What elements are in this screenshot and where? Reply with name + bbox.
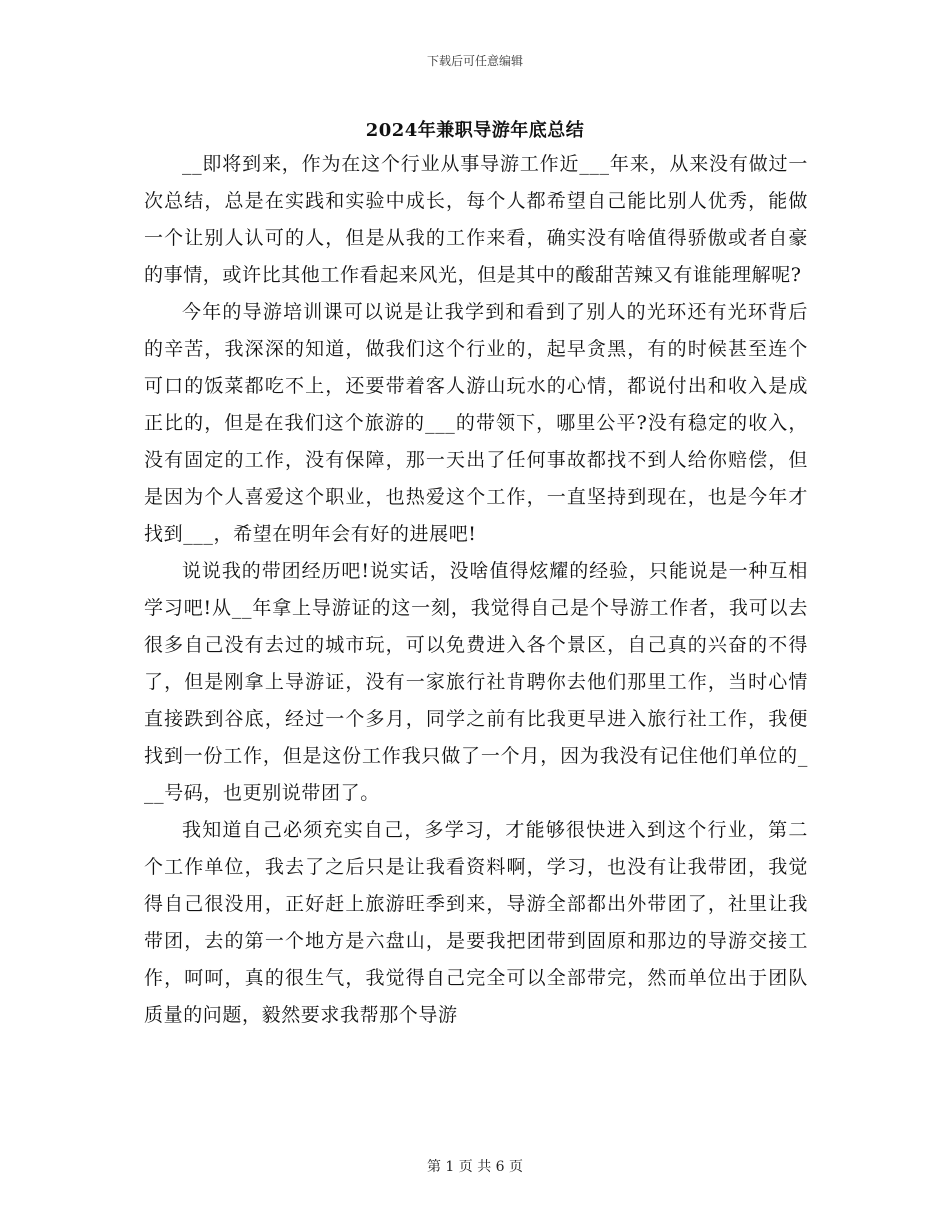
document-body <box>144 146 808 1034</box>
paragraph-1: __即将到来，作为在这个行业从事导游工作近___年来，从来没有做过一次总结，总是在实践和实验中成长，每个人都希望自己能比别人优秀，能做一个让别人认可的人，但是从我的工作来看，确实没有啥值得骄傲或者自豪的事情，或许比其他工作看起来风光，但是其中的酸甜苦辣又有谁能理解呢? <box>144 153 808 286</box>
page-number: 第 1 页 共 6 页 <box>426 1159 524 1175</box>
paragraph-2: 今年的导游培训课可以说是让我学到和看到了别人的光环还有光环背后的辛苦，我深深的知道，做我们这个行业的，起早贪黑，有的时候甚至连个可口的饭菜都吃不上，还要带着客人游山玩水的心情，都说付出和收入是成正比的，但是在我们这个旅游的___的带领下，哪里公平?没有稳定的收入，没有固定的工作，没有保障，那一天出了任何事故都找不到人给你赔偿，但是因为个人喜爱这个职业，也热爱这个工作，一直坚持到现在，也是今年才找到___，希望在明年会有好的进展吧! <box>144 301 808 545</box>
paragraph-4: 我知道自己必须充实自己，多学习，才能够很快进入到这个行业，第二个工作单位，我去了之后只是让我看资料啊，学习，也没有让我带团，我觉得自己很没用，正好赶上旅游旺季到来，导游全部都出外带团了，社里让我带团，去的第一个地方是六盘山，是要我把团带到固原和那边的导游交接工作，呵呵，真的很生气，我觉得自己完全可以全部带完，然而单位出于团队质量的问题，毅然要求我帮那个导游 <box>144 819 808 1026</box>
paragraph-3: 说说我的带团经历吧!说实话，没啥值得炫耀的经验，只能说是一种互相学习吧!从__年拿上导游证的这一刻，我觉得自己是个导游工作者，我可以去很多自己没有去过的城市玩，可以免费进入各个景区，自己真的兴奋的不得了，但是刚拿上导游证，没有一家旅行社肯聘你去他们那里工作，当时心情直接跌到谷底，经过一个多月，同学之前有比我更早进入旅行社工作，我便找到一份工作，但是这份工作我只做了一个月，因为我没有记住他们单位的___号码，也更别说带团了。 <box>144 560 808 804</box>
header-note: 下载后可任意编辑 <box>426 54 523 68</box>
document-title: 2024年兼职导游年底总结 <box>365 120 585 141</box>
